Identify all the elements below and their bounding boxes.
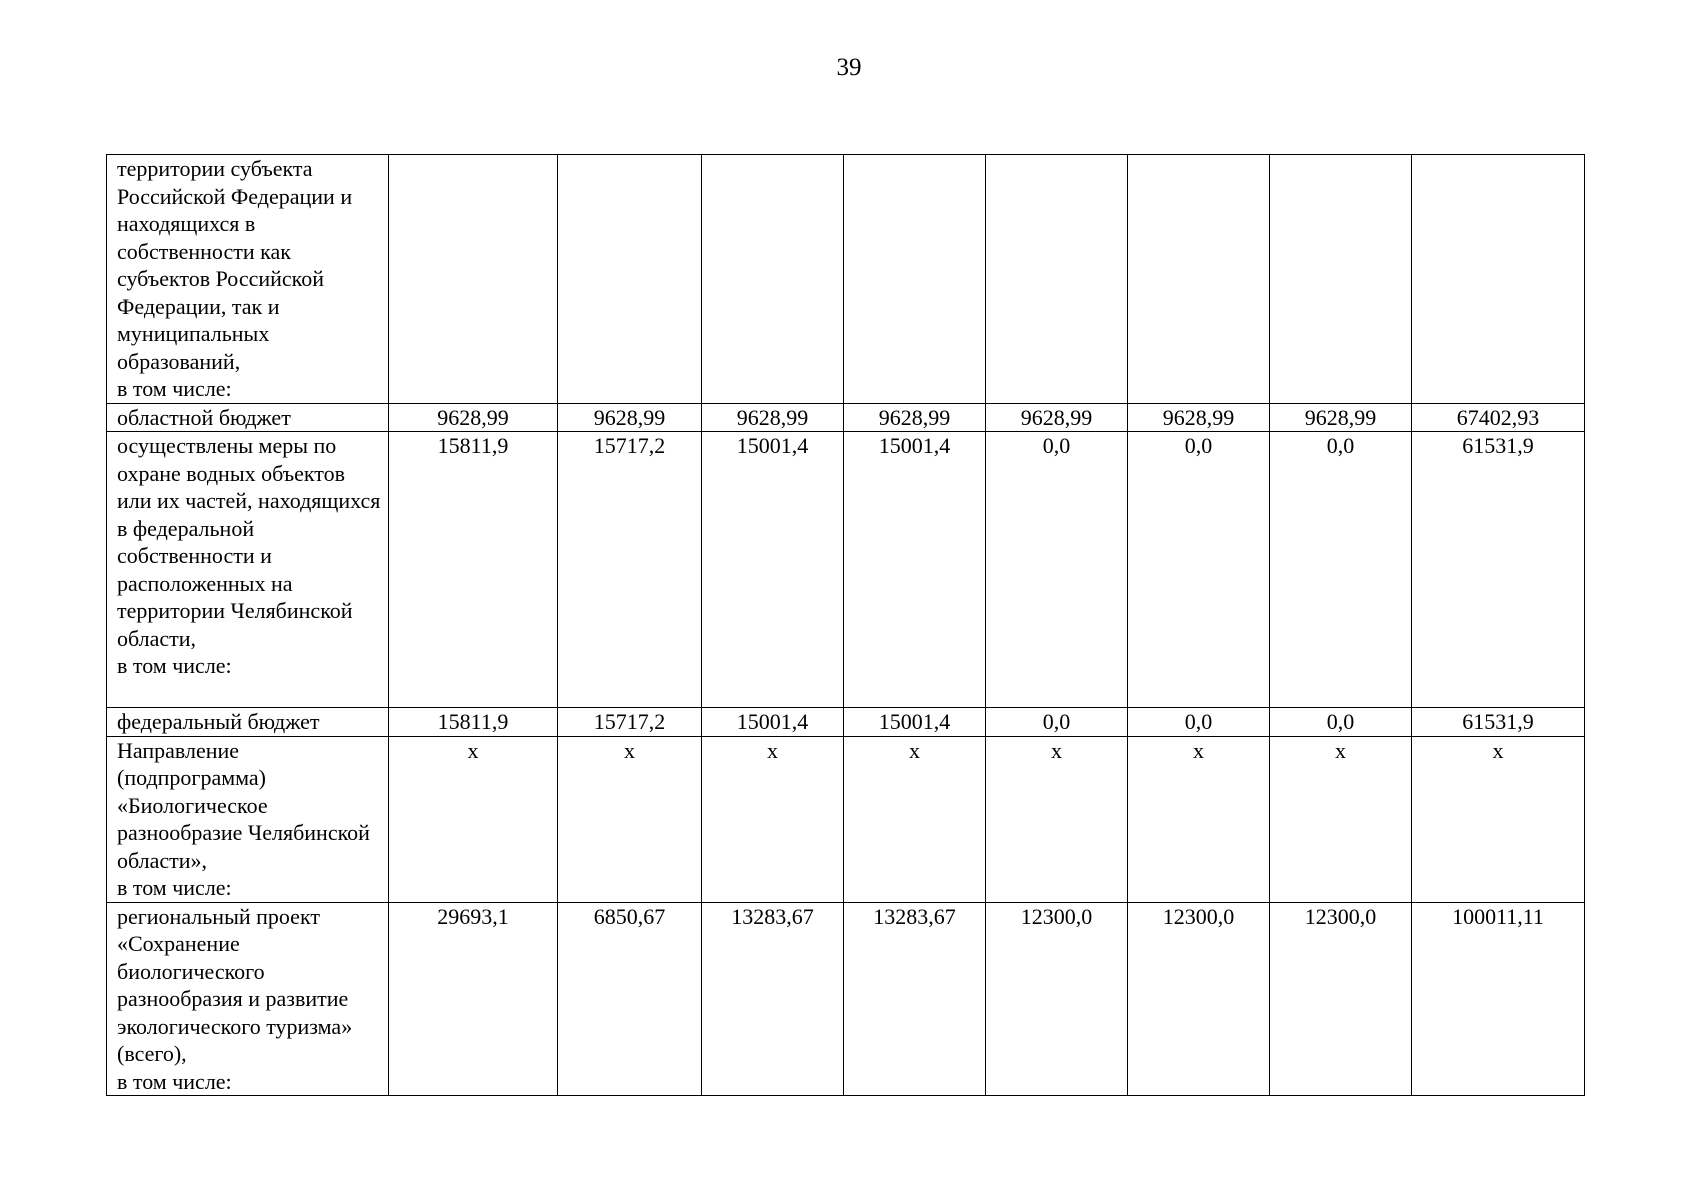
value-cell: x — [702, 736, 844, 902]
row-label-line: областной бюджет — [117, 404, 291, 430]
value-cell: 13283,67 — [702, 902, 844, 1096]
value-cell: 12300,0 — [1128, 902, 1270, 1096]
row-label-line: в том числе: — [117, 1068, 232, 1094]
value-cell: 9628,99 — [1128, 403, 1270, 432]
value-cell: 9628,99 — [558, 403, 702, 432]
row-label-cell — [107, 736, 389, 902]
value-cell: 61531,9 — [1412, 708, 1585, 737]
value-cell: 12300,0 — [1270, 902, 1412, 1096]
row-label-line: в том числе: — [117, 653, 232, 678]
value-cell: 0,0 — [1270, 708, 1412, 737]
value-cell: 9628,99 — [986, 403, 1128, 432]
row-label-line: осуществлены меры по охране водных объектов или их частей, находящихся в федеральной собственности и расположенных на территории Челябинской области, — [117, 433, 381, 651]
value-cell — [1270, 155, 1412, 404]
value-cell: x — [389, 736, 558, 902]
value-cell: 13283,67 — [844, 902, 986, 1096]
value-cell: x — [986, 736, 1128, 902]
value-cell: 0,0 — [986, 708, 1128, 737]
value-cell — [389, 155, 558, 404]
value-cell — [844, 155, 986, 404]
value-cell: x — [844, 736, 986, 902]
table-body — [107, 155, 1585, 1096]
table-row — [107, 432, 1585, 708]
row-label-cell — [107, 902, 389, 1096]
value-cell: 29693,1 — [389, 902, 558, 1096]
value-cell: 15717,2 — [558, 708, 702, 737]
row-label-line: территории субъекта Российской Федерации и находящихся в собственности как субъектов Российской Федерации, так и муниципальных образований, — [117, 156, 353, 374]
value-cell: x — [1270, 736, 1412, 902]
value-cell — [702, 155, 844, 404]
value-cell: 67402,93 — [1412, 403, 1585, 432]
row-label-cell — [107, 403, 389, 432]
table-row — [107, 902, 1585, 1096]
value-cell: 15811,9 — [389, 432, 558, 708]
value-cell — [1128, 155, 1270, 404]
row-label-line: региональный проект «Сохранение биологического разнообразия и развитие экологического туризма» (всего), — [117, 903, 353, 1066]
value-cell: 6850,67 — [558, 902, 702, 1096]
value-cell: 100011,11 — [1412, 902, 1585, 1096]
value-cell — [986, 155, 1128, 404]
row-label-cell — [107, 708, 389, 737]
table-row — [107, 708, 1585, 737]
value-cell: 9628,99 — [389, 403, 558, 432]
value-cell: 0,0 — [1270, 432, 1412, 708]
value-cell: 9628,99 — [702, 403, 844, 432]
value-cell: 9628,99 — [1270, 403, 1412, 432]
row-label-line: в том числе: — [117, 875, 232, 900]
value-cell: 0,0 — [1128, 432, 1270, 708]
row-label-line: федеральный бюджет — [117, 709, 320, 734]
value-cell: 12300,0 — [986, 902, 1128, 1096]
value-cell — [558, 155, 702, 404]
value-cell: 0,0 — [1128, 708, 1270, 737]
value-cell: x — [558, 736, 702, 902]
value-cell: 9628,99 — [844, 403, 986, 432]
value-cell: 15001,4 — [844, 432, 986, 708]
value-cell: x — [1412, 736, 1585, 902]
value-cell: 15001,4 — [702, 432, 844, 708]
row-label-line: Направление (подпрограмма) «Биологическое разнообразие Челябинской области», — [117, 737, 370, 873]
table-row — [107, 403, 1585, 432]
value-cell: 0,0 — [986, 432, 1128, 708]
value-cell — [1412, 155, 1585, 404]
value-cell: 15717,2 — [558, 432, 702, 708]
value-cell: 15001,4 — [702, 708, 844, 737]
row-label-line: в том числе: — [117, 376, 232, 401]
row-label-cell — [107, 155, 389, 404]
page-number: 39 — [836, 54, 862, 81]
value-cell: 15811,9 — [389, 708, 558, 737]
table-row — [107, 736, 1585, 902]
budget-table — [106, 154, 1585, 1096]
value-cell: 61531,9 — [1412, 432, 1585, 708]
value-cell: 15001,4 — [844, 708, 986, 737]
row-label-cell — [107, 432, 389, 708]
table-row — [107, 155, 1585, 404]
value-cell: x — [1128, 736, 1270, 902]
